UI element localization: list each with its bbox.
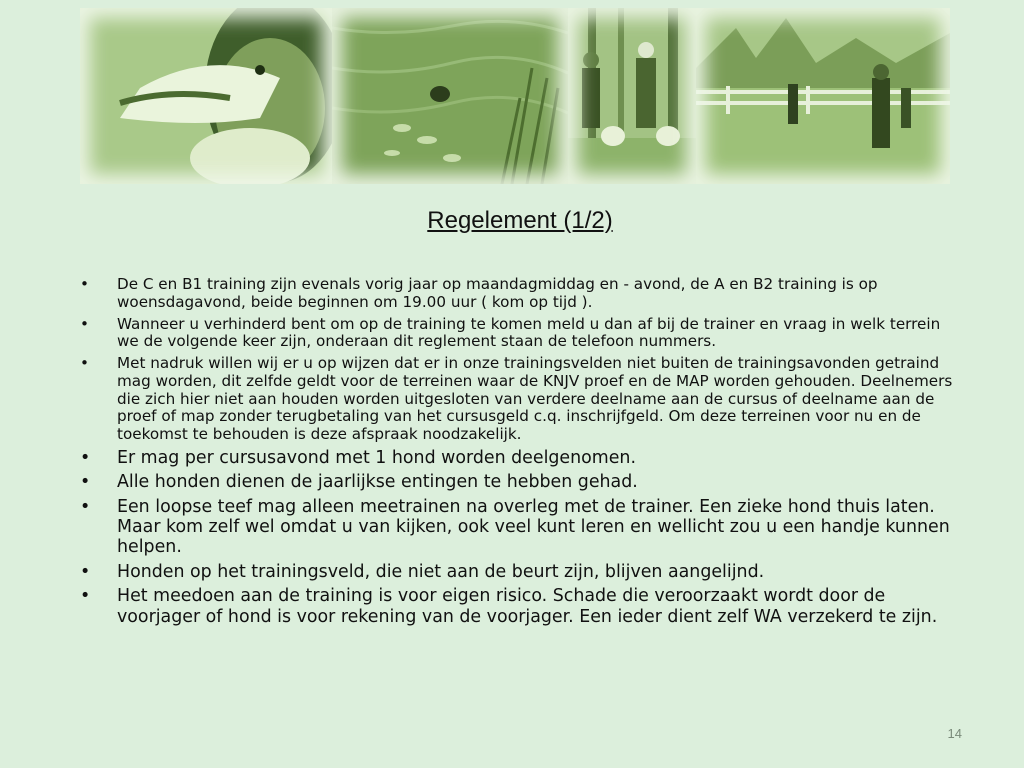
list-item xyxy=(80,472,958,492)
list-item-text: Een loopse teef mag alleen meetrainen na overleg met de trainer. Een zieke hond thuis laten. Maar kom zelf wel omdat u van kijken, ook veel kunt leren en wellicht zou u een handje kunnen helpen. xyxy=(117,496,950,558)
slide-title: Regelement (1/2) xyxy=(427,207,613,234)
trainers-with-dogs-forest-photo xyxy=(568,8,696,184)
list-item xyxy=(80,316,958,352)
bullet-icon: • xyxy=(80,496,91,517)
list-item xyxy=(80,276,958,312)
bullet-icon: • xyxy=(80,586,91,607)
dog-swimming-pond-photo xyxy=(332,8,568,184)
list-item xyxy=(80,562,958,582)
list-item-text: Honden op het trainingsveld, die niet aan de beurt zijn, blijven aangelijnd. xyxy=(117,561,765,582)
photo-banner xyxy=(80,8,950,184)
list-item-text: De C en B1 training zijn evenals vorig jaar op maandagmiddag en - avond, de A en B2 training is op woensdagavond, beide beginnen om 19.00 uur ( kom op tijd ). xyxy=(117,275,878,311)
list-item xyxy=(80,586,958,627)
bullet-icon: • xyxy=(80,354,89,373)
list-item-text: Wanneer u verhinderd bent om op de training te komen meld u dan af bij de trainer en vraag in welk terrein we de volgende keer zijn, onderaan dit reglement staan de telefoon nummers. xyxy=(117,314,941,351)
bullet-icon: • xyxy=(80,275,89,293)
training-field-fence-photo xyxy=(696,8,950,184)
rules-list xyxy=(80,276,958,631)
list-item-text: Er mag per cursusavond met 1 hond worden deelgenomen. xyxy=(117,448,636,469)
page-number: 14 xyxy=(947,726,962,741)
list-item-text: Met nadruk willen wij er u op wijzen dat er in onze trainingsvelden niet buiten de trainingsavonden getraind mag worden, dit zelfde geldt voor de terreinen waar de KNJV proef en de MAP worden gehouden. Deelnemers die zich hier niet aan houden worden uitgesloten van verdere deelname aan de cursus of deelname aan de proef of map zonder terugbetaling van het cursusgeld c.q. inschrijfgeld. Om deze terreinen voor nu en de toekomst te behouden is deze afspraak noodzakelijk. xyxy=(117,354,953,444)
list-item xyxy=(80,497,958,558)
list-item xyxy=(80,448,958,468)
list-item xyxy=(80,355,958,444)
bullet-icon: • xyxy=(80,561,91,582)
bullet-icon: • xyxy=(80,448,91,469)
bullet-icon: • xyxy=(80,314,89,333)
list-item-text: Alle honden dienen de jaarlijkse entingen te hebben gehad. xyxy=(117,472,638,493)
list-item-text: Het meedoen aan de training is voor eigen risico. Schade die veroorzaakt wordt door de voorjager of hond is voor rekening van de voorjager. Een ieder dient zelf WA verzekerd te zijn. xyxy=(117,586,938,627)
dog-retrieving-bird-photo xyxy=(80,8,332,184)
bullet-icon: • xyxy=(80,472,91,493)
